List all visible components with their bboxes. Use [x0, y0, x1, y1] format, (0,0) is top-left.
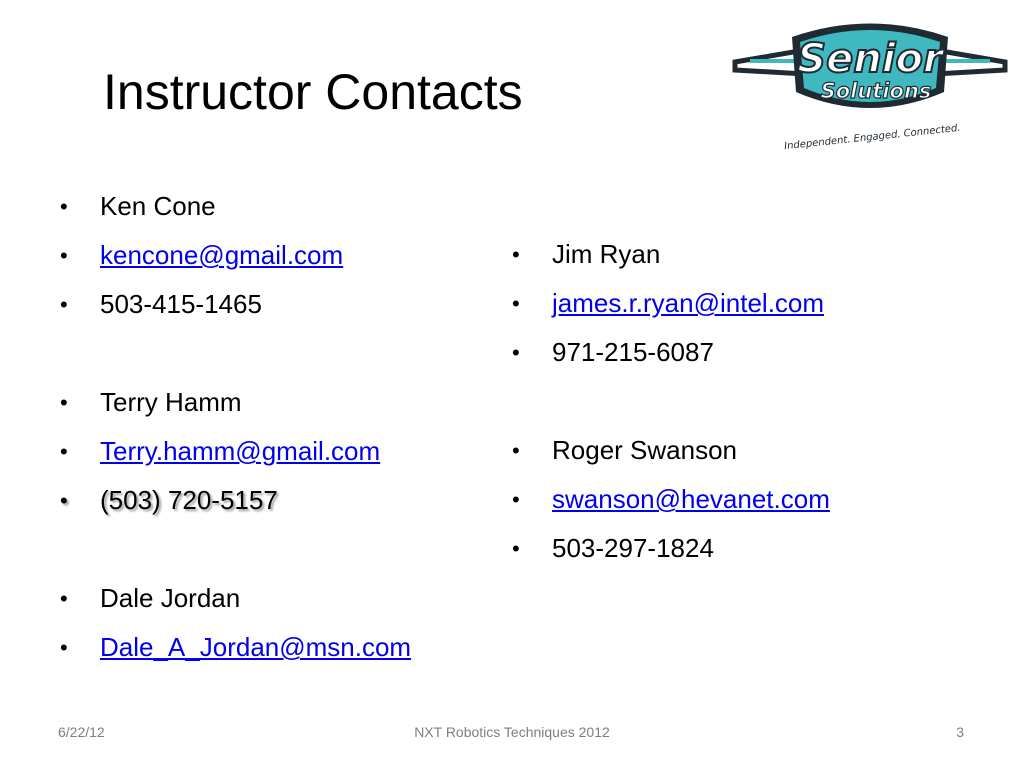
bullet-icon: •: [60, 439, 68, 464]
list-item: [510, 426, 830, 475]
left-contact-list: [58, 182, 411, 672]
bullet-icon: •: [60, 243, 68, 268]
footer-date: 6/22/12: [58, 724, 105, 740]
contact-text: Roger Swanson: [552, 435, 737, 465]
bullet-icon: •: [60, 292, 68, 317]
list-item: [510, 475, 830, 524]
email-link[interactable]: swanson@hevanet.com: [552, 484, 830, 514]
email-link[interactable]: Terry.hamm@gmail.com: [100, 436, 381, 466]
list-spacer: [510, 377, 830, 426]
contact-text: Jim Ryan: [552, 239, 661, 269]
contact-text: 503-297-1824: [552, 533, 714, 563]
contact-text: 503-415-1465: [100, 289, 262, 319]
bullet-icon: •: [512, 340, 520, 365]
bullet-icon: •: [60, 586, 68, 611]
contact-text: Terry Hamm: [100, 387, 242, 417]
email-link[interactable]: Dale_A_Jordan@msn.com: [100, 632, 412, 662]
list-item: [510, 524, 830, 573]
list-spacer: [58, 329, 411, 378]
email-link[interactable]: james.r.ryan@intel.com: [552, 288, 825, 318]
bullet-icon: •: [60, 194, 68, 219]
list-spacer: [58, 525, 411, 574]
list-item: [510, 279, 830, 328]
bullet-icon: •: [60, 390, 68, 415]
list-item: [58, 623, 411, 672]
logo-word-solutions: Solutions: [820, 79, 932, 103]
email-link[interactable]: kencone@gmail.com: [100, 240, 344, 270]
list-item: [58, 182, 411, 231]
list-item: [58, 231, 411, 280]
phone-text: (503) 720-5157: [100, 485, 278, 515]
bullet-icon: •: [512, 438, 520, 463]
bullet-icon: •: [512, 487, 520, 512]
list-item: [58, 574, 411, 623]
contact-text: Dale Jordan: [100, 583, 241, 613]
right-contact-list: [510, 230, 830, 573]
logo-tagline: Independent. Engaged. Connected.: [783, 122, 962, 152]
bullet-icon: •: [512, 536, 520, 561]
bullet-icon: •: [512, 291, 520, 316]
bullet-icon: •: [60, 488, 68, 513]
contact-text: 971-215-6087: [552, 337, 714, 367]
logo-word-senior: Senior: [797, 36, 943, 82]
list-item: [510, 230, 830, 279]
footer-page-number: 3: [956, 724, 964, 740]
list-item: [58, 280, 411, 329]
list-item: [58, 476, 411, 525]
footer-title: NXT Robotics Techniques 2012: [414, 724, 610, 740]
list-item: [58, 427, 411, 476]
bullet-icon: •: [512, 242, 520, 267]
bullet-icon: •: [60, 635, 68, 660]
slide-title: Instructor Contacts: [103, 64, 523, 120]
list-item: [510, 328, 830, 377]
senior-solutions-logo: [730, 12, 1010, 152]
list-item: [58, 378, 411, 427]
contact-text: Ken Cone: [100, 191, 216, 221]
